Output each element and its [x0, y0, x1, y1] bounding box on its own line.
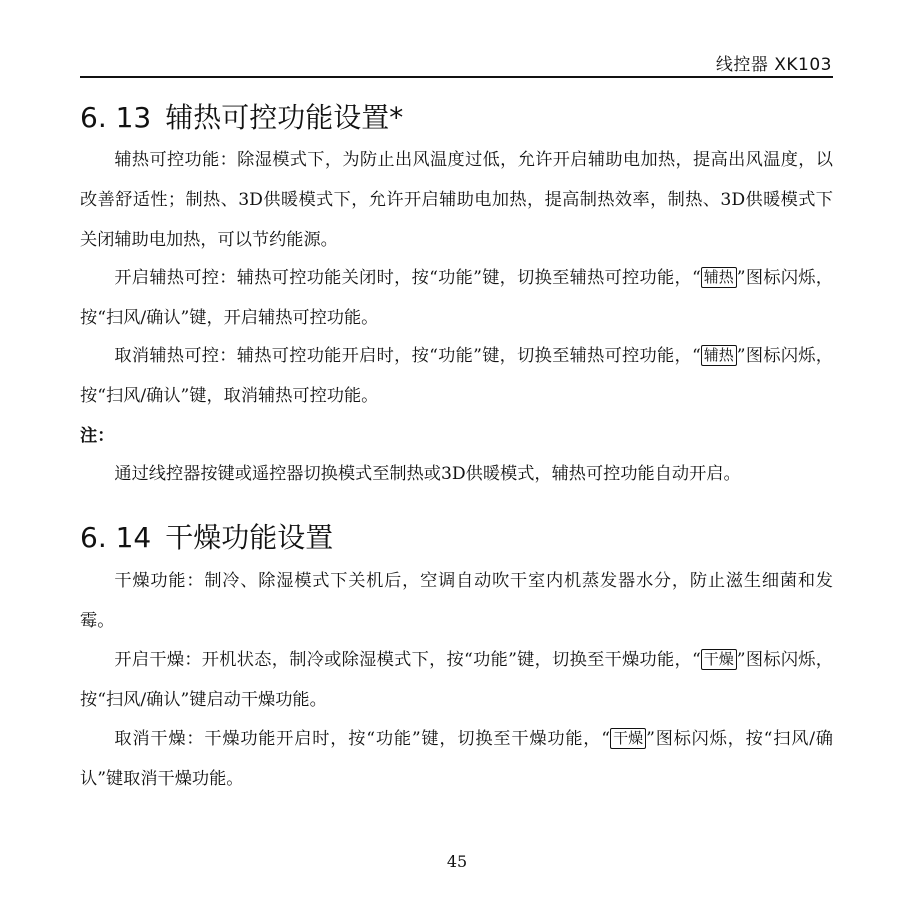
page-number: 45 — [446, 852, 468, 871]
dry-disable-instruction — [80, 719, 833, 799]
instruction-text: 取消干燥：干燥功能开启时，按“功能”键，切换至干燥功能，“ — [114, 729, 611, 749]
aux-heat-enable-instruction — [80, 258, 833, 338]
aux-heat-disable-instruction — [80, 336, 833, 416]
instruction-text: 开启辅热可控：辅热可控功能关闭时，按“功能”键，切换至辅热可控功能，“ — [114, 268, 701, 288]
instruction-text: ”图标闪烁，按“扫风/确认”键，取消辅热可控功能。 — [80, 346, 833, 406]
section-heading-6-13 — [80, 96, 403, 136]
aux-heat-lcd-icon: 辅热 — [701, 267, 737, 288]
section-title: 干燥功能设置 — [165, 521, 334, 554]
dry-lcd-icon: 干燥 — [610, 728, 646, 749]
note-text: 通过线控器按键或遥控器切换模式至制热或3D供暖模式，辅热可控功能自动开启。 — [114, 464, 741, 484]
instruction-text: ”图标闪烁，按“扫风/确认”键取消干燥功能。 — [80, 729, 833, 789]
section-number: 6. 14 — [80, 521, 152, 554]
instruction-text: ”图标闪烁，按“扫风/确认”键启动干燥功能。 — [80, 650, 833, 710]
instruction-text: ”图标闪烁，按“扫风/确认”键，开启辅热可控功能。 — [80, 268, 833, 328]
dry-lcd-icon: 干燥 — [701, 649, 737, 670]
section-title: 辅热可控功能设置* — [165, 101, 404, 134]
section-heading-6-14 — [80, 516, 333, 556]
header-rule — [80, 76, 833, 78]
aux-heat-intro: 辅热可控功能：除湿模式下，为防止出风温度过低，允许开启辅助电加热，提高出风温度，以改善舒适性；制热、3D供暖模式下，允许开启辅助电加热，提高制热效率，制热、3D供暖模式下关闭辅助电加热，可以节约能源。 — [80, 150, 833, 250]
instruction-text: 取消辅热可控：辅热可控功能开启时，按“功能”键，切换至辅热可控功能，“ — [114, 346, 701, 366]
running-header: 线控器 XK103 — [715, 55, 832, 75]
section-number: 6. 13 — [80, 101, 152, 134]
aux-heat-lcd-icon: 辅热 — [701, 345, 737, 366]
dry-enable-instruction — [80, 640, 833, 720]
note-label: 注： — [80, 426, 115, 446]
dry-intro: 干燥功能：制冷、除湿模式下关机后，空调自动吹干室内机蒸发器水分，防止滋生细菌和发霉。 — [80, 571, 833, 631]
instruction-text: 开启干燥：开机状态，制冷或除湿模式下，按“功能”键，切换至干燥功能，“ — [114, 650, 701, 670]
